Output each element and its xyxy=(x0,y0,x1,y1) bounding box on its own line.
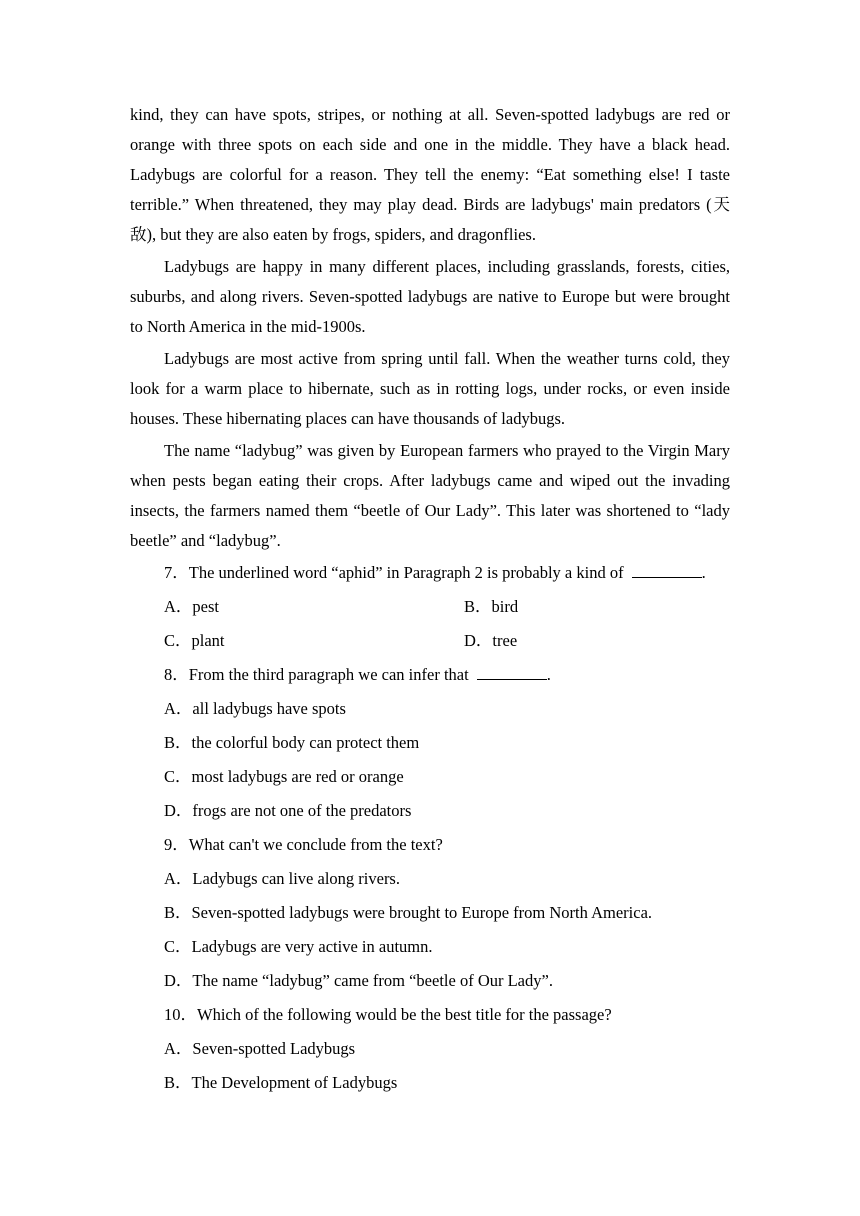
option-row xyxy=(130,590,730,624)
option-d: D．The name “ladybug” came from “beetle of Our Lady”. xyxy=(164,971,553,990)
option-d: D．frogs are not one of the predators xyxy=(164,801,412,820)
option-a: A．pest xyxy=(164,597,219,616)
document-content xyxy=(130,100,730,1100)
option-c: C．Ladybugs are very active in autumn. xyxy=(164,937,433,956)
question-7 xyxy=(130,556,730,658)
option-b: B．bird xyxy=(464,597,519,616)
option-d: D．tree xyxy=(464,631,518,650)
question-9 xyxy=(130,828,730,998)
question-stem: 10．Which of the following would be the best title for the passage? xyxy=(164,1005,612,1024)
option-b: B．the colorful body can protect them xyxy=(164,733,420,752)
paragraph-continued: kind, they can have spots, stripes, or nothing at all. Seven-spotted ladybugs are red or orange with three spots on each side and one in the middle. They have a black head. Ladybugs are colorful for a reason. They tell the enemy: “Eat something else! I taste terrible.” When threatened, they may play dead. Birds are ladybugs' main predators (天敌), but they are also eaten by frogs, spiders, and dragonflies. xyxy=(130,105,730,244)
option-c: C．most ladybugs are red or orange xyxy=(164,767,404,786)
answer-blank xyxy=(477,665,547,680)
option-c: C．plant xyxy=(164,631,225,650)
paragraph-name-origin: The name “ladybug” was given by European farmers who prayed to the Virgin Mary when pests began eating their crops. After ladybugs came and wiped out the invading insects, the farmers named them “beetle of Our Lady”. This later was shortened to “lady beetle” and “ladybug”. xyxy=(130,441,730,550)
question-stem: 9．What can't we conclude from the text? xyxy=(164,835,443,854)
question-10 xyxy=(130,998,730,1100)
answer-blank xyxy=(632,563,702,578)
question-8 xyxy=(130,658,730,828)
paragraph-habitat: Ladybugs are happy in many different places, including grasslands, forests, cities, suburbs, and along rivers. Seven-spotted ladybugs are native to Europe but were brought to North America in the mid-1900s. xyxy=(130,257,730,336)
question-stem: 7．The underlined word “aphid” in Paragraph 2 is probably a kind of . xyxy=(164,563,706,582)
option-a: A．Seven-spotted Ladybugs xyxy=(164,1039,356,1058)
option-a: A．all ladybugs have spots xyxy=(164,699,346,718)
option-b: B．Seven-spotted ladybugs were brought to Europe from North America. xyxy=(164,903,653,922)
option-row xyxy=(130,624,730,658)
option-b: B．The Development of Ladybugs xyxy=(164,1073,398,1092)
question-stem: 8．From the third paragraph we can infer that . xyxy=(164,665,551,684)
option-a: A．Ladybugs can live along rivers. xyxy=(164,869,400,888)
paragraph-activity: Ladybugs are most active from spring until fall. When the weather turns cold, they look for a warm place to hibernate, such as in rotting logs, under rocks, or even inside houses. These hibernating places can have thousands of ladybugs. xyxy=(130,349,730,428)
